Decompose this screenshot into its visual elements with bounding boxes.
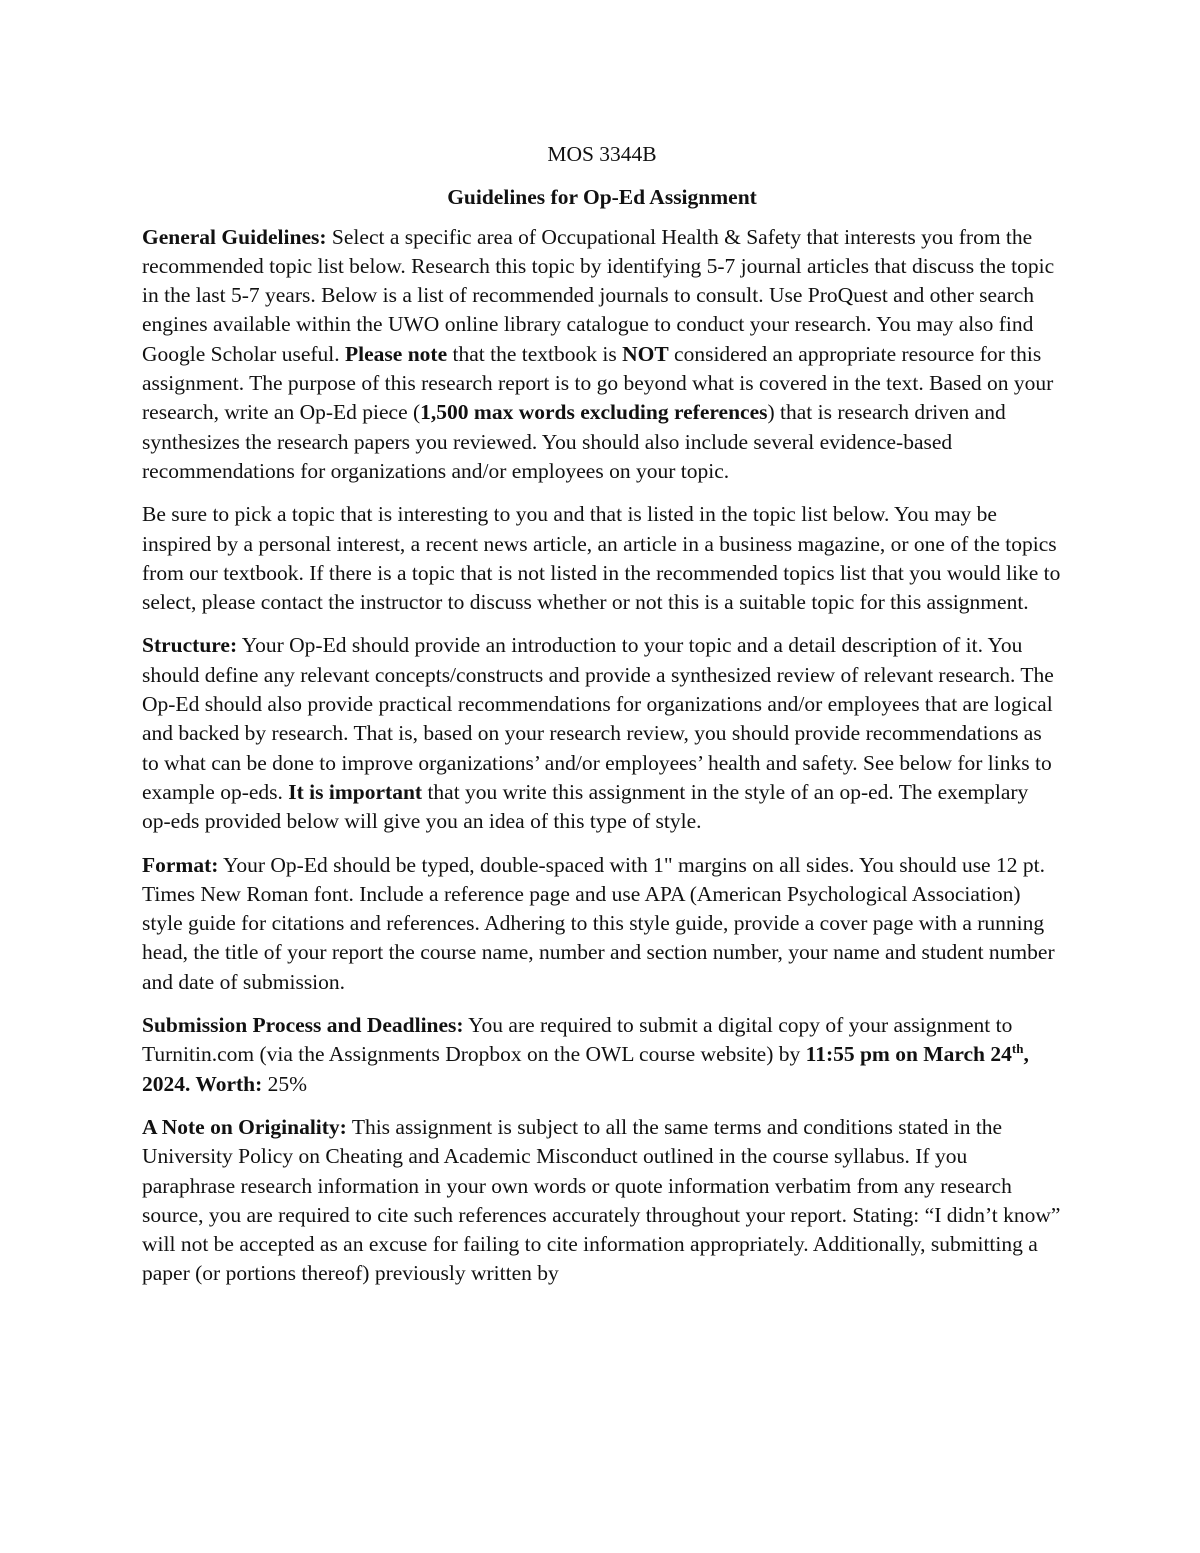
general-text-4: ) that is research driven and synthesizes the research papers you reviewed. You should also include several evidence-based recommendations for organizations and/or employees on your topic. xyxy=(142,400,1006,483)
general-guidelines-paragraph xyxy=(142,223,1062,487)
topic-paragraph: Be sure to pick a topic that is interesting to you and that is listed in the topic list below. You may be inspired by a personal interest, a recent news article, an article in a business magazine, or one of the topics from our textbook. If there is a topic that is not listed in the recommended topics list that you would like to select, please contact the instructor to discuss whether or not this is a suitable topic for this assignment. xyxy=(142,502,1061,615)
worth-label: Worth: xyxy=(195,1071,263,1096)
submission-paragraph xyxy=(142,1011,1062,1099)
not-emphasis: NOT xyxy=(622,341,669,366)
originality-paragraph xyxy=(142,1113,1062,1289)
page-title: Guidelines for Op-Ed Assignment xyxy=(447,185,757,210)
format-text: Your Op-Ed should be typed, double-spaced with 1" margins on all sides. You should use 12 pt. Times New Roman font. Include a reference page and use APA (American Psychological Association) style guide for citations and references. Adhering to this style guide, provide a cover page with a running head, the title of your report the course name, number and section number, your name and student number and date of submission. xyxy=(142,852,1055,994)
structure-text-2: that you write this assignment in the style of an op-ed. The exemplary op-eds provided below will give you an idea of this type of style. xyxy=(142,779,1029,834)
deadline-year: , 2024. xyxy=(142,1042,1029,1096)
originality-heading: A Note on Originality: xyxy=(142,1114,347,1139)
submission-heading: Submission Process and Deadlines: xyxy=(142,1013,464,1038)
format-heading: Format: xyxy=(142,852,219,877)
deadline-ordinal: th xyxy=(1011,1041,1024,1057)
originality-text: This assignment is subject to all the same terms and conditions stated in the University Policy on Cheating and Academic Misconduct outlined in the course syllabus. If you paraphrase research information in your own words or quote information verbatim from any research source, you are required to cite such references accurately throughout your report. Stating: “I didn’t know” will not be accepted as an excuse for failing to cite information appropriately. Additionally, submitting a paper (or portions thereof) previously written by xyxy=(142,1114,1061,1286)
structure-heading: Structure: xyxy=(142,633,238,658)
general-text-2: that the textbook is xyxy=(447,341,623,366)
structure-text-1: Your Op-Ed should provide an introduction to your topic and a detail description of it. You should define any relevant concepts/constructs and provide a synthesized review of relevant research. The Op-Ed should also provide practical recommendations for organizations and/or employees that are logical and backed by research. That is, based on your research review, you should provide recommendations as to what can be done to improve organizations’ and/or employees’ health and safety. See below for links to example op-eds. xyxy=(142,633,1054,804)
format-paragraph xyxy=(142,851,1062,997)
word-limit-emphasis: 1,500 max words excluding references xyxy=(420,400,768,425)
please-note-emphasis: Please note xyxy=(345,341,448,366)
submission-text: You are required to submit a digital copy of your assignment to Turnitin.com (via the Assignments Dropbox on the OWL course website) by xyxy=(142,1013,1013,1067)
structure-paragraph xyxy=(142,631,1062,836)
general-guidelines-heading: General Guidelines: xyxy=(142,224,327,249)
course-code: MOS 3344B xyxy=(547,142,657,166)
general-text-3: considered an appropriate resource for this assignment. The purpose of this research report is to go beyond what is covered in the text. Based on your research, write an Op-Ed piece ( xyxy=(142,341,1054,425)
worth-value: 25% xyxy=(262,1071,308,1096)
deadline-date: 11:55 pm on March 24 xyxy=(805,1042,1012,1067)
important-emphasis: It is important xyxy=(288,779,423,804)
general-text-1: Select a specific area of Occupational Health & Safety that interests you from the recommended topic list below. Research this topic by identifying 5-7 journal articles that discuss the topic in the last 5-7 years. Below is a list of recommended journals to consult. Use ProQuest and other search engines available within the UWO online library catalogue to conduct your research. You may also find Google Scholar useful. xyxy=(142,224,1055,366)
document-page xyxy=(142,140,1062,1303)
